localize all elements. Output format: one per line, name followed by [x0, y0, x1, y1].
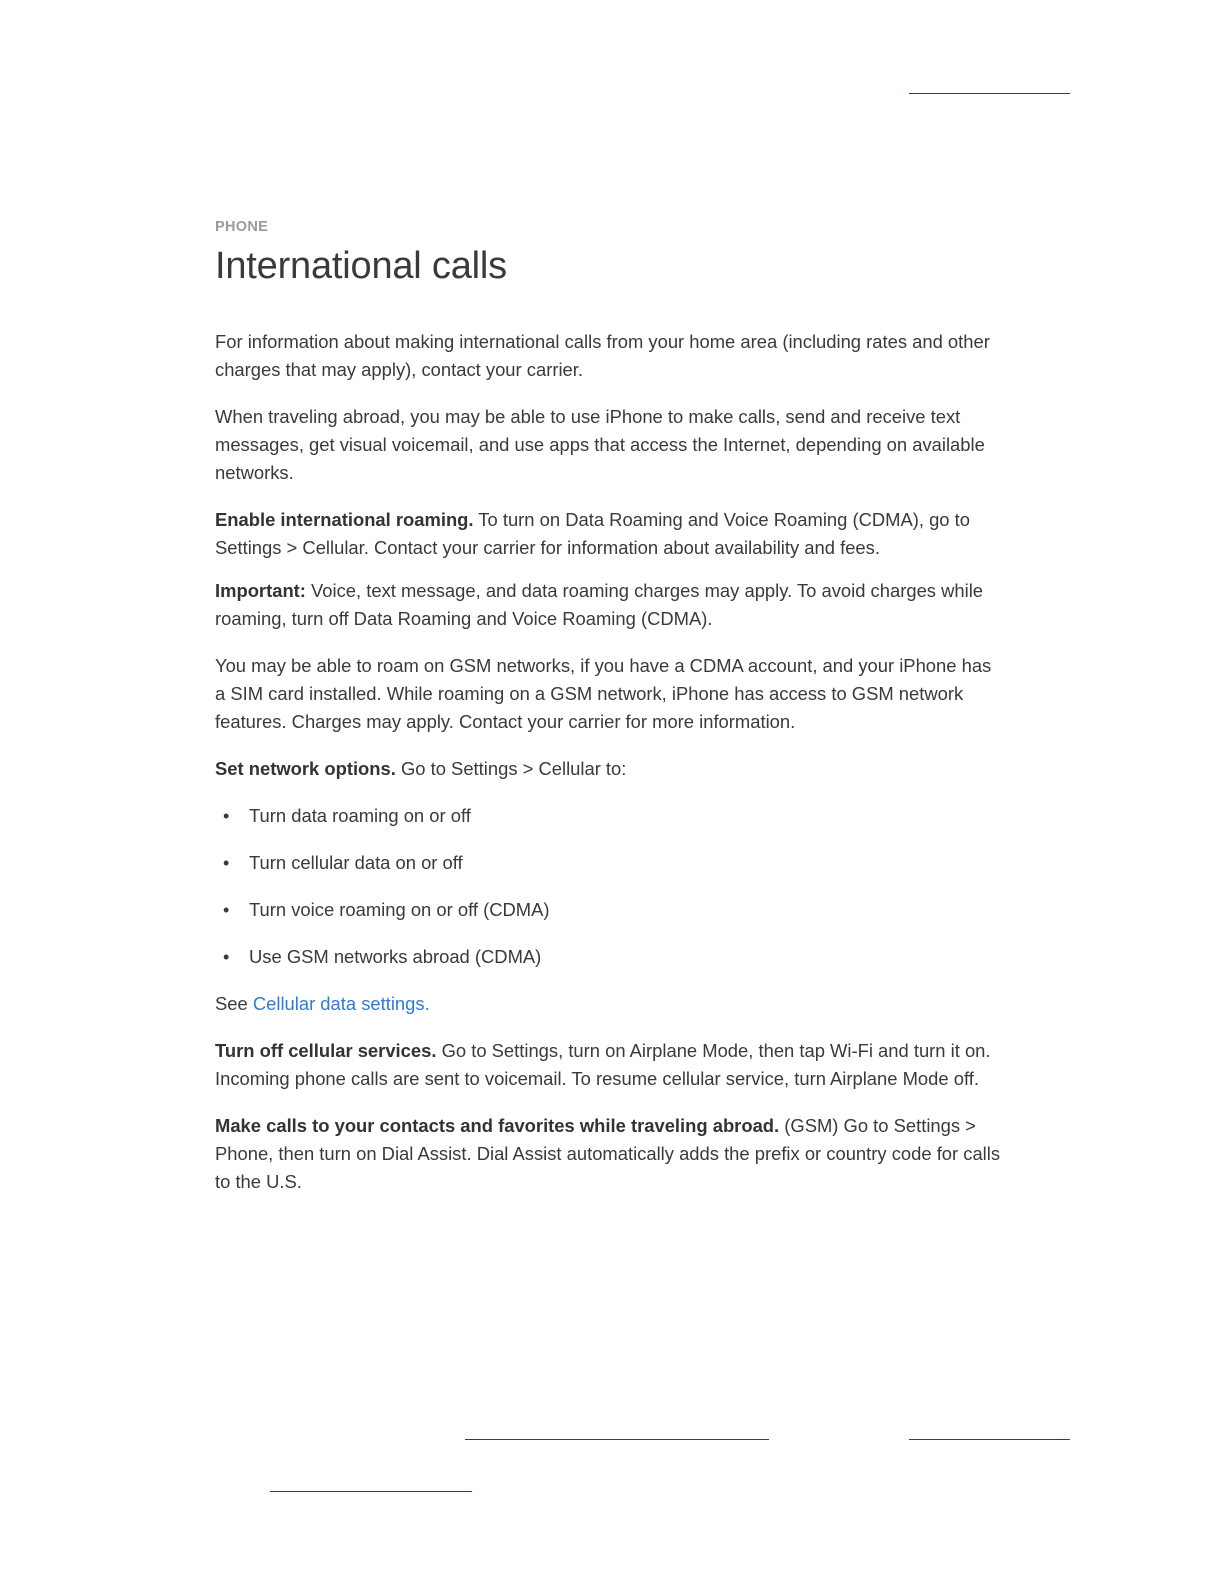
traveling-paragraph: When traveling abroad, you may be able to use iPhone to make calls, send and receive text messages, get visual voicemail, and use apps that access the Internet, depending on available networks.	[215, 406, 985, 483]
airplane-paragraph	[215, 1037, 1005, 1093]
bullet-icon: •	[223, 900, 230, 920]
bullet-icon: •	[223, 806, 230, 826]
list-item: • Turn voice roaming on or off (CDMA)	[215, 896, 1005, 924]
list-item: • Turn data roaming on or off	[215, 802, 1005, 830]
roaming-body: To turn on Data Roaming and Voice Roaming (CDMA), go to Settings > Cellular. Contact your carrier for information about availability and fees.	[215, 509, 970, 558]
airplane-body: Go to Settings, turn on Airplane Mode, then tap Wi-Fi and turn it on. Incoming phone calls are sent to voicemail. To resume cellular service, turn Airplane Mode off.	[215, 1040, 991, 1089]
dial-assist-body: (GSM) Go to Settings > Phone, then turn on Dial Assist. Dial Assist automatically adds the prefix or country code for calls to the U.S.	[215, 1115, 1001, 1192]
footer-rule-left	[270, 1491, 472, 1492]
footer-rule-middle	[465, 1439, 769, 1440]
important-lead: Important:	[215, 580, 306, 601]
network-options-body: Go to Settings > Cellular to:	[395, 758, 627, 779]
list-item: • Turn cellular data on or off	[215, 849, 1005, 877]
dial-assist-lead: Make calls to your contacts and favorites while traveling abroad.	[215, 1115, 780, 1136]
important-body: Voice, text message, and data roaming charges may apply. To avoid charges while roaming, turn off Data Roaming and Voice Roaming (CDMA).	[215, 580, 984, 629]
network-options-paragraph	[215, 755, 1005, 783]
airplane-lead: Turn off cellular services.	[215, 1040, 437, 1061]
section-label: PHONE	[215, 219, 269, 235]
important-paragraph	[215, 577, 1005, 633]
list-item: • Use GSM networks abroad (CDMA)	[215, 943, 1005, 971]
header-rule	[909, 93, 1070, 94]
intro-paragraph: For information about making international calls from your home area (including rates and other charges that may apply), contact your carrier.	[215, 331, 990, 380]
dial-assist-paragraph	[215, 1112, 1005, 1196]
article	[215, 218, 1005, 1196]
roaming-paragraph	[215, 506, 1005, 562]
gsm-paragraph: You may be able to roam on GSM networks, if you have a CDMA account, and your iPhone has a SIM card installed. While roaming on a GSM network, iPhone has access to GSM network features. Charges may apply. Contact your carrier for more information.	[215, 655, 992, 732]
roaming-lead: Enable international roaming.	[215, 509, 474, 530]
network-options-list	[215, 802, 1005, 971]
footer-rule-right	[909, 1439, 1070, 1440]
bullet-icon: •	[223, 853, 230, 873]
network-options-lead: Set network options.	[215, 758, 396, 779]
see-also-paragraph: See Cellular data settings.	[215, 993, 430, 1014]
page-title: International calls	[215, 245, 507, 287]
cellular-data-settings-link[interactable]: Cellular data settings	[252, 993, 425, 1014]
bullet-icon: •	[223, 947, 230, 967]
